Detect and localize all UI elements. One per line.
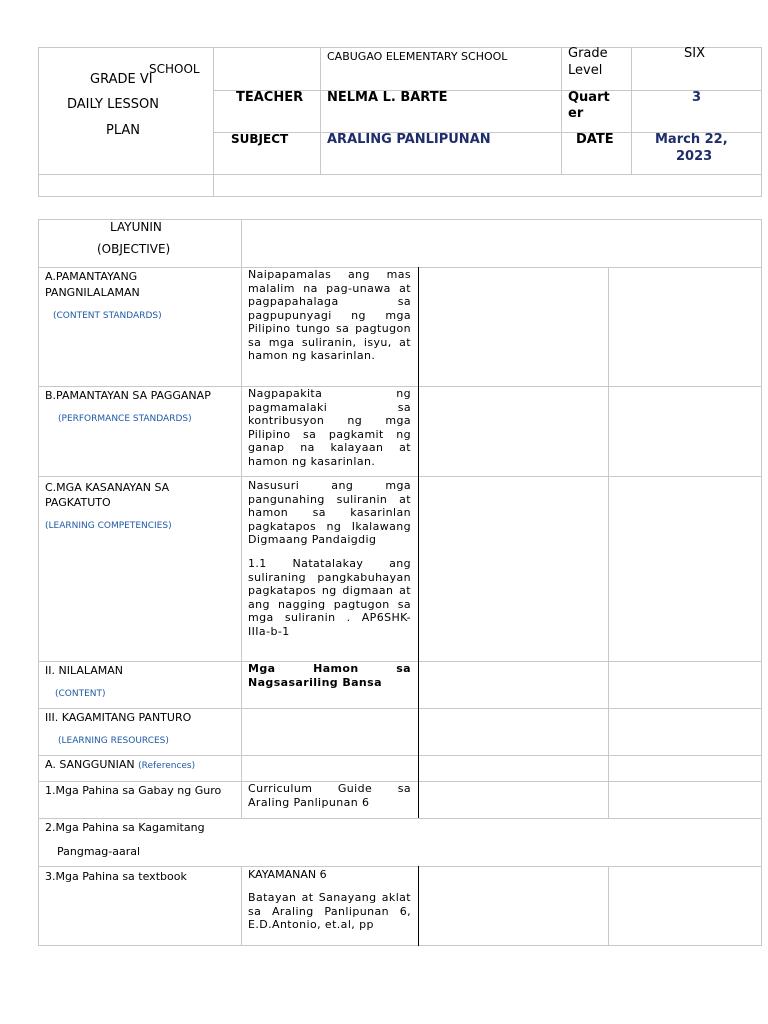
references-label-text: A. SANGGUNIAN bbox=[45, 758, 135, 771]
content-text: Mga Hamon sa Nagsasariling Bansa bbox=[248, 662, 411, 689]
subject-label: SUBJECT bbox=[231, 132, 289, 146]
content-label: II. NILALAMAN bbox=[45, 664, 124, 677]
date-label: DATE bbox=[576, 132, 614, 147]
performance-standards-label: B.PAMANTAYAN SA PAGGANAP bbox=[45, 389, 211, 402]
references-label bbox=[45, 758, 195, 774]
dlp-title-line1: GRADE VI bbox=[90, 72, 153, 87]
quarter-value: 3 bbox=[692, 90, 702, 105]
performance-standards-sub: (PERFORMANCE STANDARDS) bbox=[58, 414, 192, 424]
competencies-label-1: C.MGA KASANAYAN SA bbox=[45, 481, 170, 494]
objective-title: LAYUNIN bbox=[110, 220, 162, 234]
resources-sub: (LEARNING RESOURCES) bbox=[58, 736, 169, 746]
dlp-title-line2: DAILY LESSON bbox=[67, 97, 160, 112]
resources-label: III. KAGAMITANG PANTURO bbox=[45, 711, 192, 724]
competencies-label-2: PAGKATUTO bbox=[45, 496, 111, 509]
quarter-label-1: Quart bbox=[568, 90, 610, 105]
competencies-sub: (LEARNING COMPETENCIES) bbox=[45, 521, 172, 531]
learner-materials-label-2: Pangmag-aaral bbox=[57, 845, 141, 858]
grade-level-label-1: Grade bbox=[568, 46, 608, 61]
dlp-title-line3: PLAN bbox=[106, 123, 140, 138]
competencies-text-2: 1.1 Natatalakay ang suliraning pangkabuhayan pagkatapos ng digmaan at ang nagging pagtugon sa mga suliranin . AP6SHK-IIIa-b-1 bbox=[248, 557, 411, 638]
date-value-2: 2023 bbox=[676, 149, 713, 164]
competencies-text-1: Nasusuri ang mga pangunahing suliranin at hamon sa kasarinlan pagkatapos ng Ikalawang Digmaang Pandaigdig bbox=[248, 479, 411, 546]
references-sub: (References) bbox=[138, 761, 196, 771]
textbook-title: KAYAMANAN 6 bbox=[248, 868, 327, 881]
content-standards-label-2: PANGNILALAMAN bbox=[45, 286, 140, 299]
school-label: SCHOOL bbox=[149, 62, 200, 76]
content-standards-label-1: A.PAMANTAYANG bbox=[45, 270, 138, 283]
quarter-label-2: er bbox=[568, 106, 584, 121]
school-name: CABUGAO ELEMENTARY SCHOOL bbox=[327, 50, 508, 63]
performance-standards-text: Nagpapakita ng pagmamalaki sa kontribusyon ng mga Pilipino sa pagkamit ng ganap na kalayaan at hamon ng kasarinlan. bbox=[248, 387, 411, 468]
content-standards-text: Naipapamalas ang mas malalim na pag-unawa at pagpapahalaga sa pagpupunyagi ng mga Pilipino tungo sa pagtugon sa mga suliranin, isyu, at hamon ng kasarinlan. bbox=[248, 268, 411, 362]
grade-level-label-2: Level bbox=[568, 63, 603, 78]
teacher-guide-label: 1.Mga Pahina sa Gabay ng Guro bbox=[45, 784, 222, 797]
teacher-guide-text: Curriculum Guide sa Araling Panlipunan 6 bbox=[248, 782, 411, 809]
content-sub: (CONTENT) bbox=[55, 689, 106, 699]
textbook-text: Batayan at Sanayang aklat sa Araling Panlipunan 6, E.D.Antonio, et.al, pp bbox=[248, 891, 411, 931]
date-value-1: March 22, bbox=[655, 132, 728, 147]
objective-subtitle: (OBJECTIVE) bbox=[97, 242, 171, 256]
teacher-value: NELMA L. BARTE bbox=[327, 90, 448, 105]
content-standards-sub: (CONTENT STANDARDS) bbox=[53, 311, 162, 321]
learner-materials-label-1: 2.Mga Pahina sa Kagamitang bbox=[45, 821, 205, 834]
grade-level-value: SIX bbox=[684, 46, 705, 61]
teacher-label: TEACHER bbox=[236, 90, 304, 105]
subject-value: ARALING PANLIPUNAN bbox=[327, 132, 491, 147]
textbook-label: 3.Mga Pahina sa textbook bbox=[45, 870, 187, 883]
